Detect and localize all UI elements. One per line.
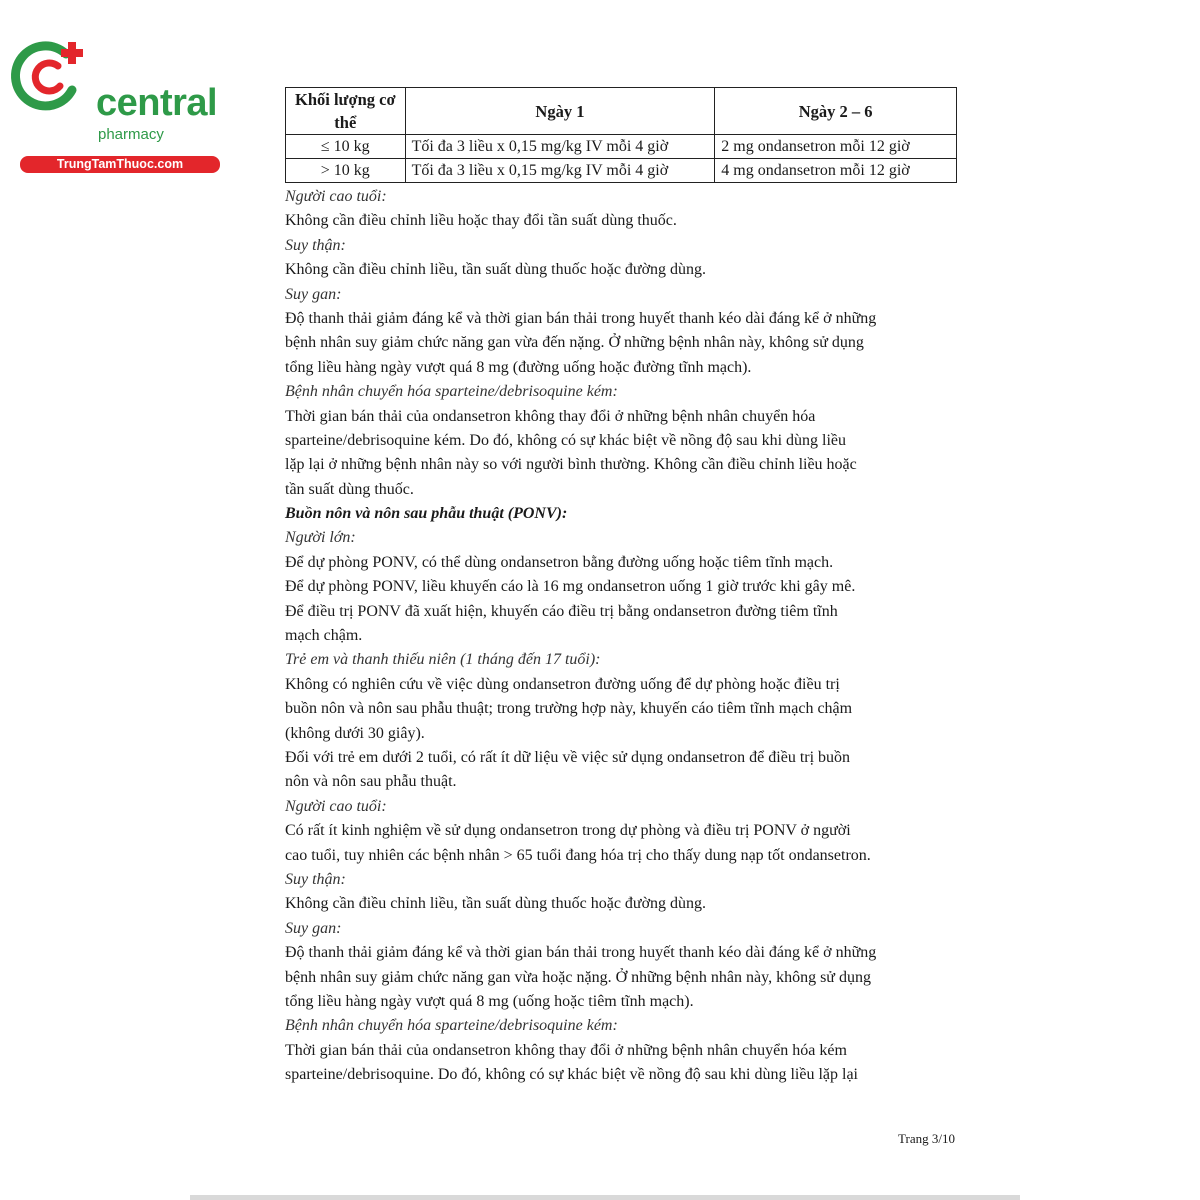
logo-subtitle: pharmacy	[98, 126, 164, 143]
table-cell: ≤ 10 kg	[286, 135, 406, 159]
page-number: Trang 3/10	[898, 1131, 955, 1146]
text-line: Để dự phòng PONV, liều khuyến cáo là 16 mg ondansetron uống 1 giờ trước khi gây mê.	[285, 578, 856, 596]
section-heading: Buồn nôn và nôn sau phẫu thuật (PONV):	[285, 505, 568, 523]
subheading: Người cao tuổi:	[285, 188, 387, 205]
table-header-cell: Ngày 2 – 6	[715, 88, 957, 135]
text-line: tần suất dùng thuốc.	[285, 480, 414, 498]
subheading: Bệnh nhân chuyển hóa sparteine/debrisoquine kém:	[285, 383, 618, 401]
table-cell: 2 mg ondansetron mỗi 12 giờ	[715, 135, 957, 159]
text-line: sparteine/debrisoquine kém. Do đó, không có sự khác biệt về nồng độ sau khi dùng liều	[285, 431, 847, 449]
central-pharmacy-logo	[10, 38, 220, 171]
table-cell: Tối đa 3 liều x 0,15 mg/kg IV mỗi 4 giờ	[405, 159, 715, 183]
subheading: Suy thận:	[285, 236, 346, 254]
table-cell: 4 mg ondansetron mỗi 12 giờ	[715, 159, 957, 183]
text-line: tổng liều hàng ngày vượt quá 8 mg (uống hoặc tiêm tĩnh mạch).	[285, 992, 694, 1010]
subheading: Bệnh nhân chuyển hóa sparteine/debrisoquine kém:	[285, 1017, 618, 1035]
text-line: Thời gian bán thải của ondansetron không thay đổi ở những bệnh nhân chuyển hóa kém	[285, 1041, 847, 1059]
text-line: Thời gian bán thải của ondansetron không thay đổi ở những bệnh nhân chuyển hóa	[285, 407, 816, 425]
dosage-table	[285, 87, 957, 183]
table-header-cell: Ngày 1	[405, 88, 715, 135]
text-line: Để điều trị PONV đã xuất hiện, khuyến cáo điều trị bằng ondansetron đường tiêm tĩnh	[285, 602, 838, 620]
text-line: (không dưới 30 giây).	[285, 724, 425, 742]
pharmacy-cross-icon	[10, 38, 94, 114]
subheading: Người cao tuổi:	[285, 797, 387, 815]
text-line: Đối với trẻ em dưới 2 tuổi, có rất ít dữ liệu về việc sử dụng ondansetron để điều trị buồn	[285, 748, 851, 766]
document-page	[285, 87, 957, 1087]
text-line: Không cần điều chỉnh liều hoặc thay đổi tần suất dùng thuốc.	[285, 212, 677, 230]
logo-name: central	[96, 82, 218, 124]
text-line: buồn nôn và nôn sau phẫu thuật; trong trường hợp này, khuyến cáo tiêm tĩnh mạch chậm	[285, 700, 853, 718]
subheading: Suy gan:	[285, 285, 342, 303]
table-cell: > 10 kg	[286, 159, 406, 183]
text-line: bệnh nhân suy giảm chức năng gan vừa hoặc nặng. Ở những bệnh nhân này, không sử dụng	[285, 968, 871, 986]
table-header-row	[286, 88, 957, 135]
subheading: Suy thận:	[285, 870, 346, 888]
text-line: Không cần điều chỉnh liều, tần suất dùng thuốc hoặc đường dùng.	[285, 261, 707, 279]
table-row	[286, 159, 957, 183]
text-line: sparteine/debrisoquine. Do đó, không có sự khác biệt về nồng độ sau khi dùng liều lặp lại	[285, 1066, 858, 1084]
subheading: Người lớn:	[285, 529, 356, 547]
text-line: Độ thanh thải giảm đáng kể và thời gian bán thải trong huyết thanh kéo dài đáng kể ở những	[285, 309, 877, 327]
table-cell: Tối đa 3 liều x 0,15 mg/kg IV mỗi 4 giờ	[405, 135, 715, 159]
table-header-cell: Khối lượng cơ thể	[286, 88, 406, 135]
text-line: lặp lại ở những bệnh nhân này so với người bình thường. Không cần điều chỉnh liều hoặc	[285, 456, 857, 474]
text-line: Để dự phòng PONV, có thể dùng ondansetron bằng đường uống hoặc tiêm tĩnh mạch.	[285, 553, 834, 571]
text-line: mạch chậm.	[285, 627, 363, 645]
text-line: nôn và nôn sau phẫu thuật.	[285, 773, 457, 791]
table-row	[286, 135, 957, 159]
body-text	[285, 185, 957, 1087]
text-line: tổng liều hàng ngày vượt quá 8 mg (đường uống hoặc đường tĩnh mạch).	[285, 358, 752, 376]
text-line: Không có nghiên cứu về việc dùng ondansetron đường uống để dự phòng hoặc điều trị	[285, 675, 840, 693]
text-line: Có rất ít kinh nghiệm về sử dụng ondansetron trong dự phòng và điều trị PONV ở người	[285, 822, 851, 840]
subheading: Trẻ em và thanh thiếu niên (1 tháng đến 17 tuổi):	[285, 651, 601, 669]
logo-url-badge: TrungTamThuoc.com	[20, 156, 220, 173]
text-line: Không cần điều chỉnh liều, tần suất dùng thuốc hoặc đường dùng.	[285, 895, 707, 913]
text-line: Độ thanh thải giảm đáng kể và thời gian bán thải trong huyết thanh kéo dài đáng kể ở những	[285, 944, 877, 962]
text-line: cao tuổi, tuy nhiên các bệnh nhân > 65 tuổi đang hóa trị cho thấy dung nạp tốt ondansetron.	[285, 846, 871, 864]
text-line: bệnh nhân suy giảm chức năng gan vừa đến nặng. Ở những bệnh nhân này, không sử dụng	[285, 334, 864, 352]
subheading: Suy gan:	[285, 919, 342, 937]
scan-edge	[190, 1195, 1020, 1200]
